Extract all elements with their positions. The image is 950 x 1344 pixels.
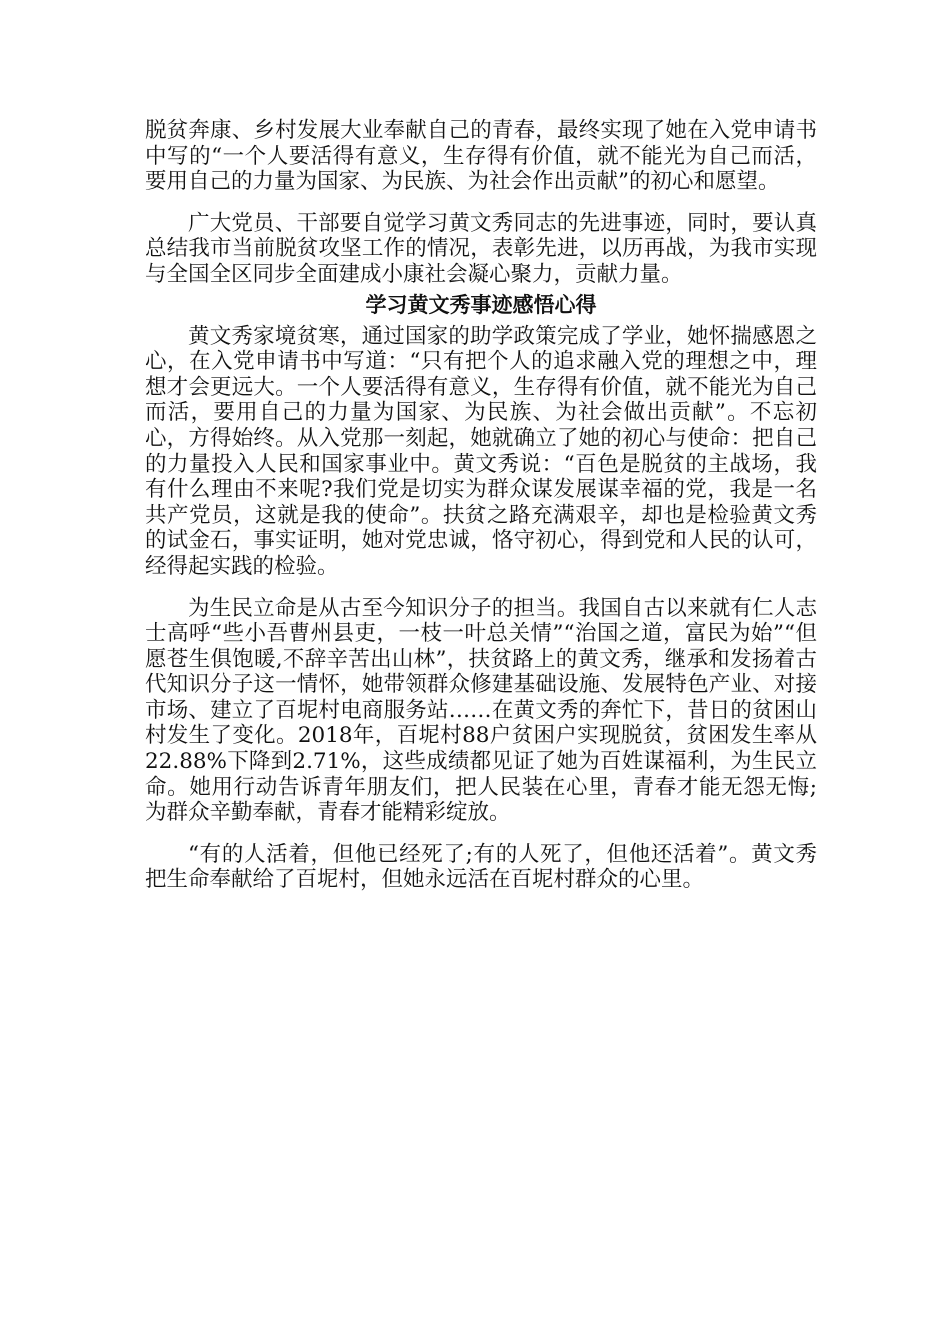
document-body [145,118,817,909]
paragraph-continued: 脱贫奔康、乡村发展大业奉献自己的青春，最终实现了她在入党申请书中写的“一个人要活得有意义，生存得有价值，就不能光为自己而活，要用自己的力量为国家、为民族、为社会作出贡献”的初心和愿望。 [145,118,817,195]
paragraph-call-to-action: 广大党员、干部要自觉学习黄文秀同志的先进事迹，同时，要认真总结我市当前脱贫攻坚工作的情况，表彰先进，以历再战，为我市实现与全国全区同步全面建成小康社会凝心聚力，贡献力量。 [145,210,817,287]
paragraph-background: 黄文秀家境贫寒，通过国家的助学政策完成了学业，她怀揣感恩之心，在入党申请书中写道：“只有把个人的追求融入党的理想之中，理想才会更远大。一个人要活得有意义，生存得有价值，就不能光为自己而活，要用自己的力量为国家、为民族、为社会做出贡献”。不忘初心，方得始终。从入党那一刻起，她就确立了她的初心与使命：把自己的力量投入人民和国家事业中。黄文秀说：“百色是脱贫的主战场，我有什么理由不来呢?我们党是切实为群众谋发展谋幸福的党，我是一名共产党员，这就是我的使命”。扶贫之路充满艰辛，却也是检验黄文秀的试金石，事实证明，她对党忠诚，恪守初心，得到党和人民的认可，经得起实践的检验。 [145,323,817,579]
paragraph-closing: “有的人活着，但他已经死了;有的人死了，但他还活着”。黄文秀把生命奉献给了百坭村，但她永远活在百坭村群众的心里。 [145,841,817,893]
paragraph-responsibility: 为生民立命是从古至今知识分子的担当。我国自古以来就有仁人志士高呼“些小吾曹州县吏，一枝一叶总关情”“治国之道，富民为始”“但愿苍生俱饱暖,不辞辛苦出山林”，扶贫路上的黄文秀，继承和发扬着古代知识分子这一情怀，她带领群众修建基础设施、发展特色产业、对接市场、建立了百坭村电商服务站……在黄文秀的奔忙下，昔日的贫困山村发生了变化。2018年，百坭村88户贫困户实现脱贫，贫困发生率从22.88%下降到2.71%，这些成绩都见证了她为百姓谋福利，为生民立命。她用行动告诉青年朋友们，把人民装在心里，青春才能无怨无悔;为群众辛勤奉献，青春才能精彩绽放。 [145,595,817,826]
section-title: 学习黄文秀事迹感悟心得 [365,292,597,317]
